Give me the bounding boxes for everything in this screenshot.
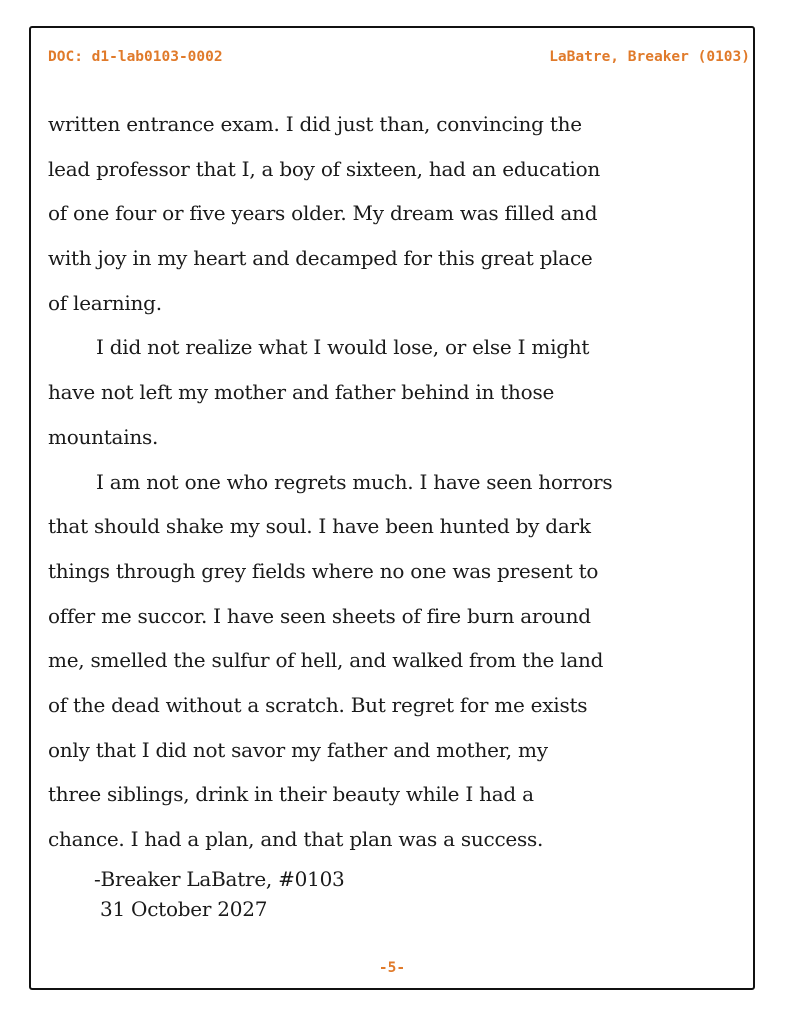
signature-block: [94, 864, 345, 924]
text-line: of one four or five years older. My dream was filled and: [48, 201, 598, 226]
signature-name: -Breaker LaBatre, #0103: [94, 867, 345, 891]
text-line: of the dead without a scratch. But regret for me exists: [48, 692, 588, 717]
document-author: LaBatre, Breaker (0103): [549, 49, 750, 65]
text-line: of learning.: [48, 290, 162, 315]
text-line: have not left my mother and father behind in those: [48, 380, 555, 405]
text-line: that should shake my soul. I have been hunted by dark: [48, 514, 591, 539]
document-page: [29, 26, 755, 990]
body-text: [48, 102, 758, 862]
text-line: things through grey fields where no one was present to: [48, 558, 599, 583]
text-line: written entrance exam. I did just than, convincing the: [48, 112, 582, 136]
text-line: three siblings, drink in their beauty while I had a: [48, 782, 534, 807]
text-line: with joy in my heart and decamped for this great place: [48, 246, 593, 271]
page-number: -5-: [378, 960, 406, 976]
text-line: only that I did not savor my father and mother, my: [48, 737, 548, 762]
text-line: I did not realize what I would lose, or else I might: [96, 335, 590, 360]
page-header: [48, 49, 750, 69]
text-line: lead professor that I, a boy of sixteen, had an education: [48, 156, 600, 181]
signature-date: 31 October 2027: [100, 897, 268, 921]
text-line: offer me succor. I have seen sheets of fire burn around: [48, 603, 591, 628]
text-line: chance. I had a plan, and that plan was a success.: [48, 827, 544, 851]
text-line: me, smelled the sulfur of hell, and walked from the land: [48, 648, 604, 673]
text-line: mountains.: [48, 424, 159, 449]
document-id: DOC: d1-lab0103-0002: [48, 49, 223, 65]
text-line: I am not one who regrets much. I have seen horrors: [96, 469, 613, 494]
